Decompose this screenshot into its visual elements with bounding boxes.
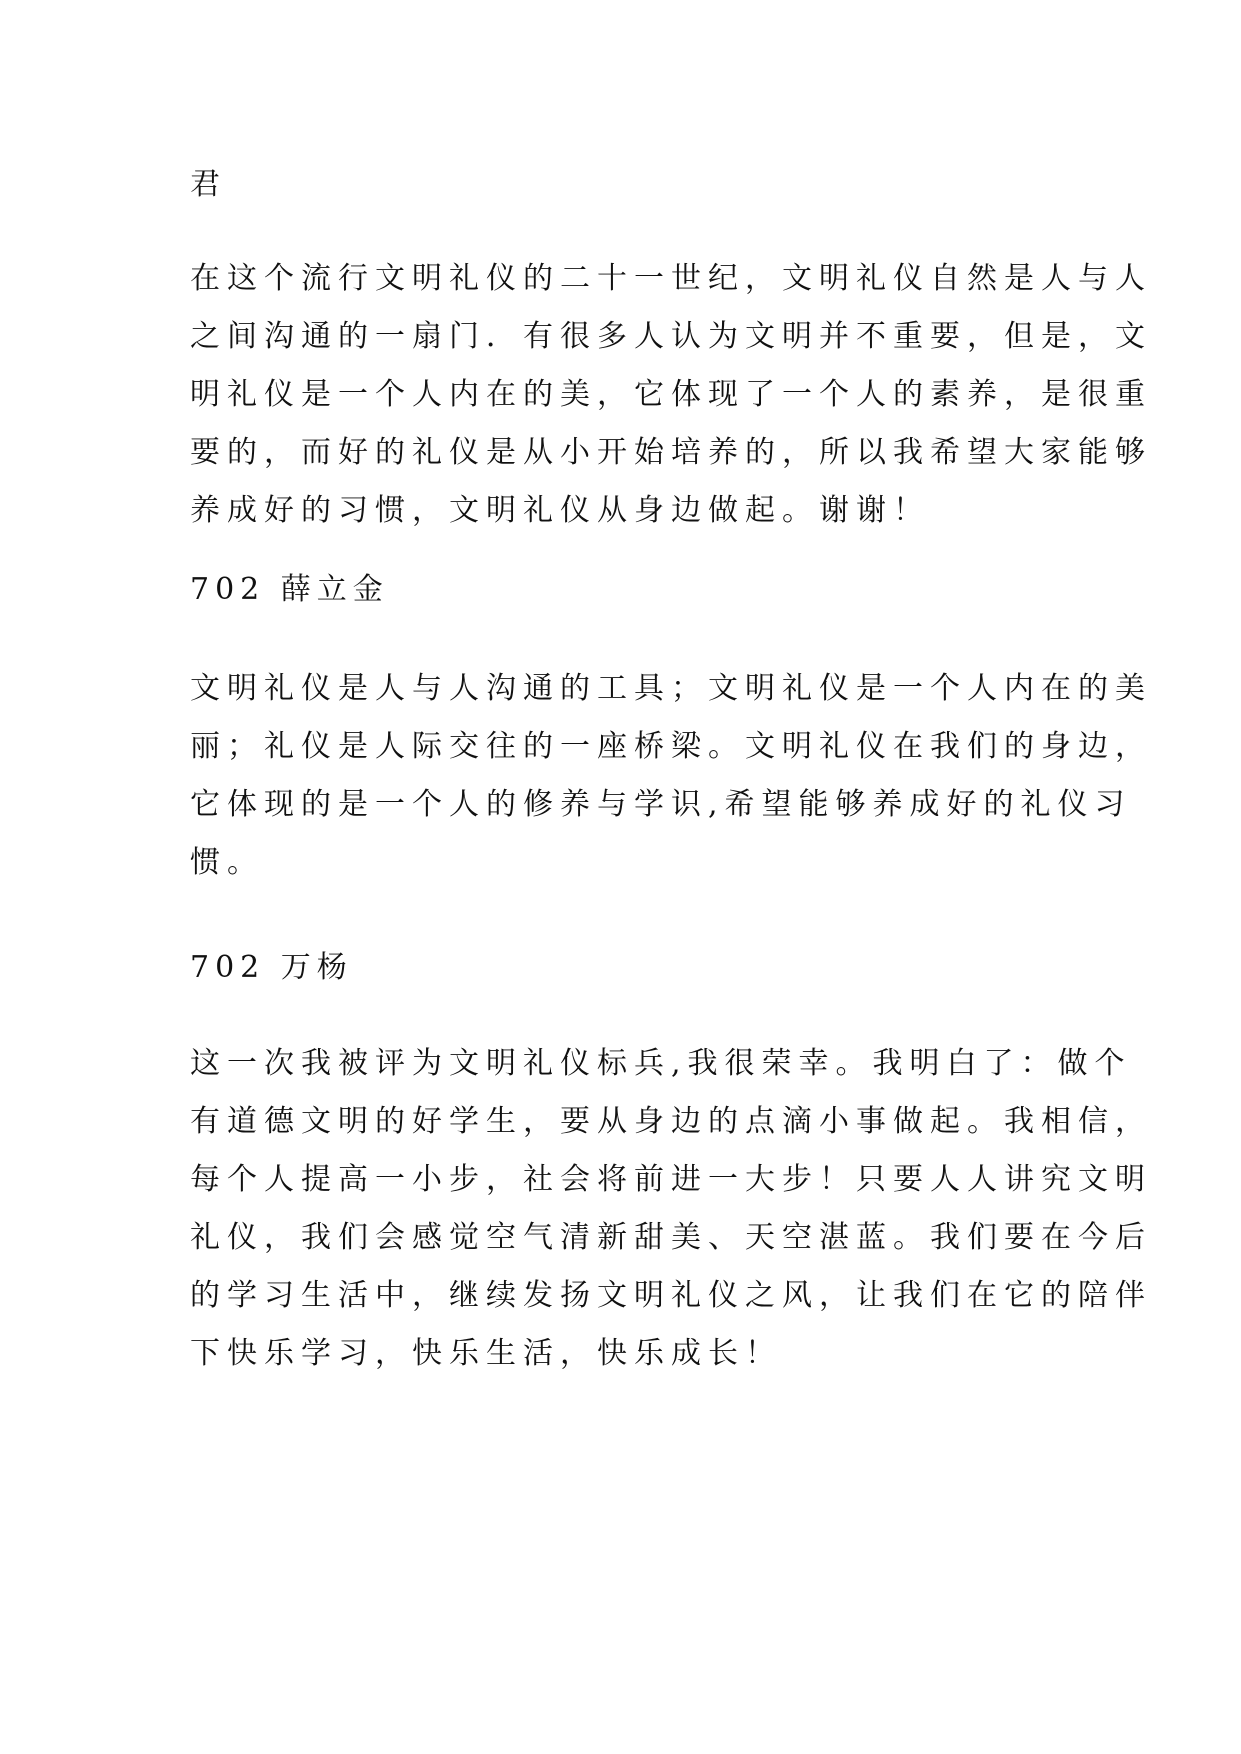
paragraph-line: 文明礼仪是人与人沟通的工具；文明礼仪是一个人内在的美 (190, 671, 1152, 706)
paragraph-line: 丽；礼仪是人际交往的一座桥梁。文明礼仪在我们的身边， (190, 729, 1152, 764)
paragraph-2 (190, 660, 1152, 892)
paragraph-line: 明礼仪是一个人内在的美，它体现了一个人的素养，是很重 (190, 377, 1152, 412)
author-name: 702 万杨 (190, 950, 353, 985)
paragraph-3 (190, 1035, 1152, 1383)
paragraph-line: 的学习生活中，继续发扬文明礼仪之风，让我们在它的陪伴 (190, 1278, 1152, 1313)
paragraph-line: 要的，而好的礼仪是从小开始培养的，所以我希望大家能够 (190, 435, 1152, 470)
paragraph-line: 礼仪，我们会感觉空气清新甜美、天空湛蓝。我们要在今后 (190, 1220, 1152, 1255)
author-name: 702 薛立金 (190, 572, 389, 607)
paragraph-line: 下快乐学习，快乐生活，快乐成长！ (190, 1336, 782, 1371)
paragraph-line: 每个人提高一小步，社会将前进一大步！只要人人讲究文明 (190, 1162, 1152, 1197)
paragraph-line: 有道德文明的好学生，要从身边的点滴小事做起。我相信， (190, 1104, 1152, 1139)
paragraph-line: 养成好的习惯，文明礼仪从身边做起。谢谢！ (190, 493, 930, 528)
paragraph-line: 这一次我被评为文明礼仪标兵,我很荣幸。我明白了：做个 (190, 1046, 1132, 1081)
paragraph-line: 惯。 (190, 845, 264, 880)
paragraph-line: 在这个流行文明礼仪的二十一世纪，文明礼仪自然是人与人 (190, 261, 1152, 296)
paragraph-1 (190, 250, 1152, 540)
author-name-tail: 君 (190, 167, 226, 202)
paragraph-line: 之间沟通的一扇门．有很多人认为文明并不重要，但是，文 (190, 319, 1152, 354)
paragraph-line: 它体现的是一个人的修养与学识,希望能够养成好的礼仪习 (190, 787, 1132, 822)
